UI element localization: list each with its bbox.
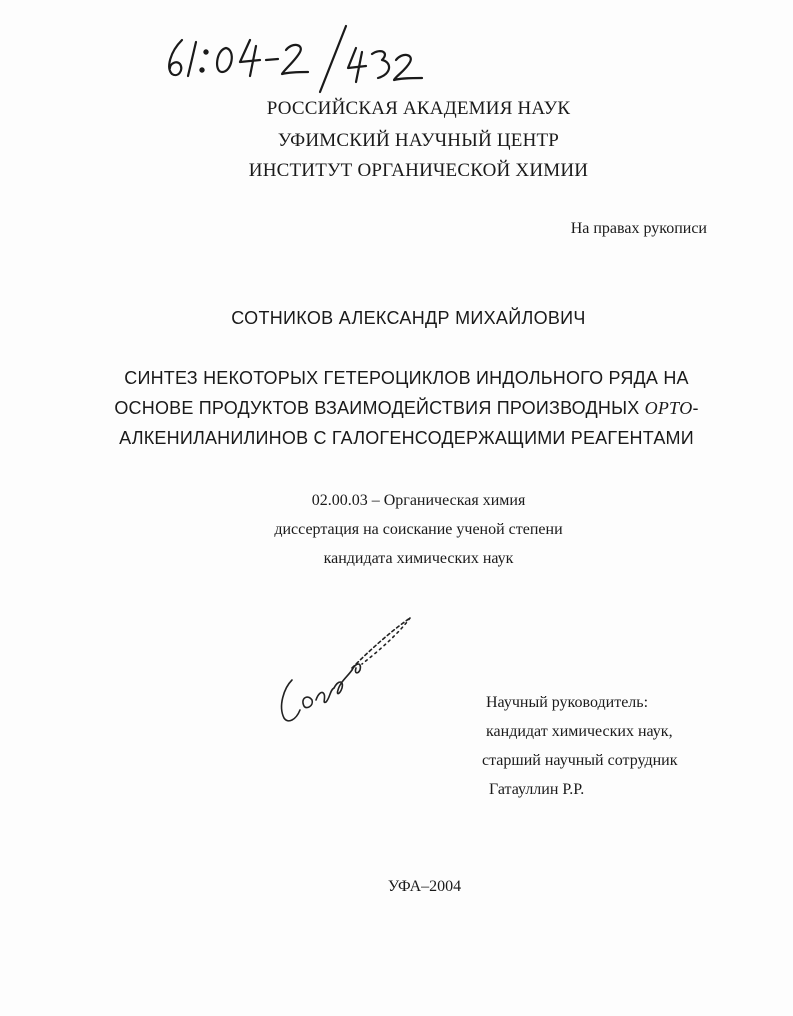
title-line-2-suffix: - [692,398,699,418]
author-name: СОТНИКОВ АЛЕКСАНДР МИХАЙЛОВИЧ [231,308,586,328]
city-year: УФА–2004 [387,878,462,895]
advisor-degree: кандидат химических наук, [486,723,673,740]
signature-drawing [270,610,420,730]
title-line-3: АЛКЕНИЛАНИЛИНОВ С ГАЛОГЕНСОДЕРЖАЩИМИ РЕАГЕНТАМИ [119,428,694,448]
title-line-2 [10,398,793,419]
organization-line-3: ИНСТИТУТ ОРГАНИЧЕСКОЙ ХИМИИ [248,160,589,181]
rights-note: На правах рукописи [570,220,707,237]
title-line-2-italic: ОРТО [644,398,693,418]
organization-line-2: УФИМСКИЙ НАУЧНЫЙ ЦЕНТР [277,130,560,151]
specialty-line-3: кандидата химических наук [323,550,514,567]
advisor-heading: Научный руководитель: [486,694,649,711]
title-line-2-prefix: ОСНОВЕ ПРОДУКТОВ ВЗАИМОДЕЙСТВИЯ ПРОИЗВОДНЫХ [114,398,645,418]
organization-line-1: РОССИЙСКАЯ АКАДЕМИЯ НАУК [266,98,571,119]
archive-number-drawing [160,22,430,102]
advisor-position: старший научный сотрудник [482,752,678,769]
handwritten-archive-number [160,22,430,102]
specialty-line-1: 02.00.03 – Органическая химия [311,492,526,509]
advisor-name: Гатауллин Р.Р. [489,781,585,798]
author-signature [270,610,420,730]
title-line-1: СИНТЕЗ НЕКОТОРЫХ ГЕТЕРОЦИКЛОВ ИНДОЛЬНОГО РЯДА НА [124,368,689,388]
specialty-line-2: диссертация на соискание ученой степени [274,521,563,538]
